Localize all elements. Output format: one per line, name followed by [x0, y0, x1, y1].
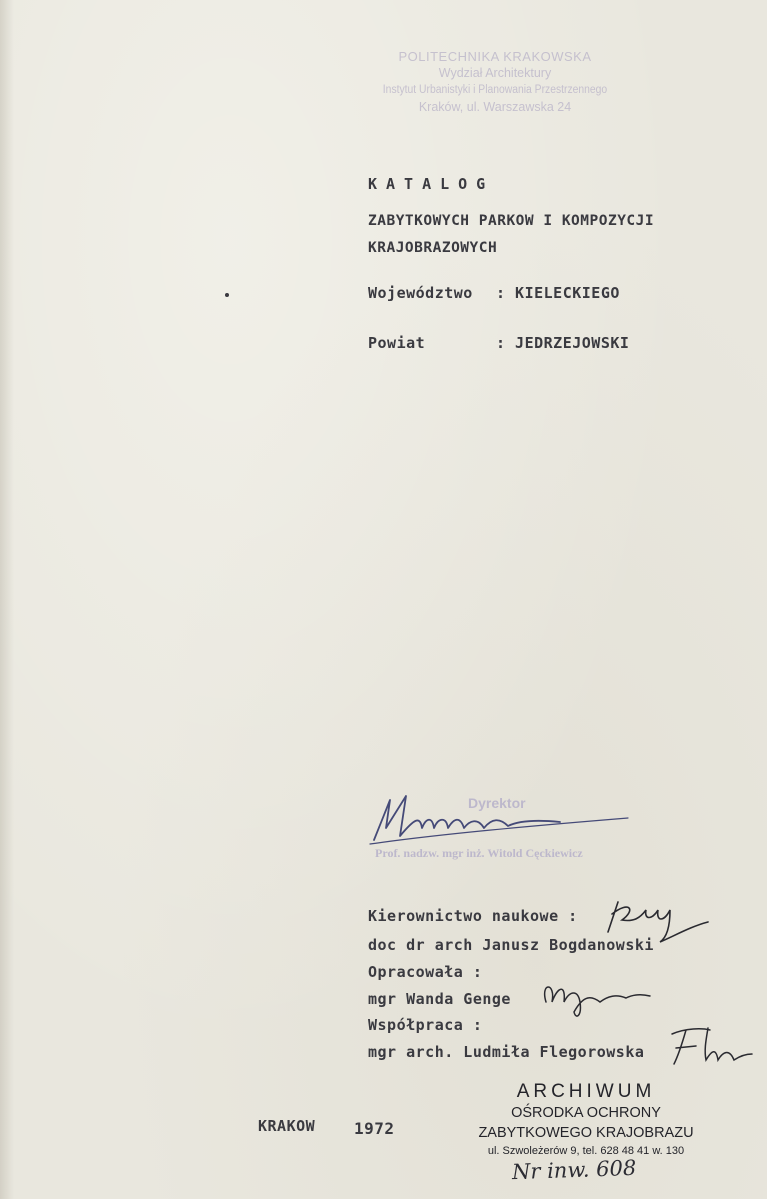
institution-stamp: [350, 48, 640, 116]
credits-line-6: mgr arch. Ludmiła Flegorowska: [368, 1043, 645, 1061]
stamp-line-4: Kraków, ul. Warszawska 24: [418, 100, 572, 114]
director-stamp-name: Prof. nadzw. mgr inż. Witold Cęckiewicz: [375, 846, 583, 860]
paper-speck: [225, 293, 229, 297]
county-label: Powiat: [368, 334, 426, 352]
archive-line-1: ARCHIWUM: [516, 1081, 656, 1102]
initials-signature-1: [600, 892, 720, 952]
credits-line-3: Opracowała :: [368, 963, 483, 981]
catalog-title-line-2: KRAJOBRAZOWYCH: [368, 240, 498, 256]
credits-line-5: Współpraca :: [368, 1016, 483, 1034]
director-stamp-title: Dyrektor: [468, 795, 526, 811]
footer-city: KRAKOW: [258, 1117, 316, 1135]
province-label: Województwo: [368, 284, 473, 302]
archive-stamp: [476, 1080, 696, 1160]
director-signature: [360, 788, 640, 858]
archive-line-2: OŚRODKA OCHRONY: [511, 1105, 661, 1121]
county-value: : JEDRZEJOWSKI: [496, 334, 630, 352]
credits-line-1: Kierownictwo naukowe :: [368, 907, 578, 925]
archive-line-4: ul. Szwoleżerów 9, tel. 628 48 41 w. 130: [487, 1145, 685, 1157]
credits-line-4: mgr Wanda Genge: [368, 990, 511, 1008]
stamp-line-1: POLITECHNIKA KRAKOWSKA: [398, 49, 592, 64]
archive-line-3: ZABYTKOWEGO KRAJOBRAZU: [478, 1125, 694, 1141]
inventory-note: Nr inw. 608: [511, 1155, 637, 1185]
catalog-title-line-1: ZABYTKOWYCH PARKOW I KOMPOZYCJI: [368, 213, 655, 229]
initials-signature-3: [666, 1020, 756, 1070]
province-value: : KIELECKIEGO: [496, 284, 620, 302]
page-edge-shadow: [0, 0, 14, 1199]
footer-year: 1972: [354, 1119, 395, 1138]
initials-signature-2: [536, 972, 656, 1022]
credits-line-2: doc dr arch Janusz Bogdanowski: [368, 936, 654, 954]
stamp-line-2: Wydział Architektury: [438, 66, 552, 80]
catalog-heading: KATALOG: [368, 175, 495, 193]
stamp-line-3: Instytut Urbanistyki i Planowania Przestrzennego: [382, 84, 608, 96]
